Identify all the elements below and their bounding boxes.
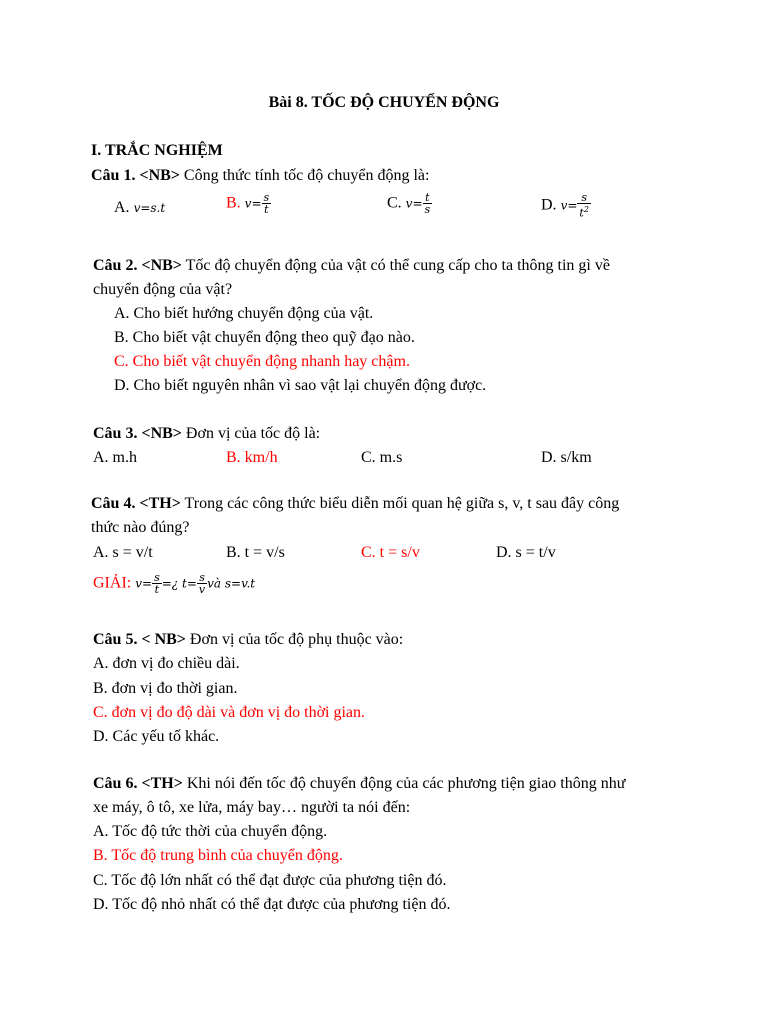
question-2-text-line2: chuyển động của vật? (93, 281, 233, 298)
question-6-option-d: D. Tốc độ nhỏ nhất có thể đạt được của phương tiện đó. (93, 896, 451, 913)
question-4-option-a: A. s = v/t (93, 544, 153, 561)
question-2 (93, 256, 610, 276)
question-6-text-line1: Khi nói đến tốc độ chuyển động của các phương tiện giao thông như (182, 775, 626, 792)
question-5-option-a: A. đơn vị đo chiều dài. (93, 655, 240, 672)
question-1-text: Công thức tính tốc độ chuyển động là: (179, 167, 430, 184)
question-5 (93, 630, 403, 650)
option-c-fraction (423, 192, 433, 215)
question-1-option-d (541, 192, 591, 219)
option-d-lhs: v= (560, 198, 578, 213)
solution-v: v= (135, 576, 153, 591)
option-b-lhs: v= (244, 196, 262, 211)
question-1-option-a (114, 198, 165, 218)
option-b-fraction (262, 192, 272, 215)
question-3-option-b: B. km/h (226, 449, 278, 466)
solution-denominator-2: v (198, 582, 206, 596)
option-d-numerator: s (577, 192, 591, 204)
question-5-text: Đơn vị của tốc độ phụ thuộc vào: (185, 631, 404, 648)
option-b-label: B. (226, 194, 241, 212)
solution-middle: =¿ t= (161, 576, 197, 591)
question-3-option-c: C. m.s (361, 449, 403, 466)
question-6-option-a: A. Tốc độ tức thời của chuyển động. (93, 823, 328, 840)
question-5-option-b: B. đơn vị đo thời gian. (93, 680, 238, 697)
option-d-label: D. (541, 196, 557, 214)
question-4-option-c: C. t = s/v (361, 544, 420, 561)
question-4-text-line1: Trong các công thức biểu diễn mối quan hệ giữa s, v, t sau đây công (180, 495, 620, 512)
question-4-option-b: B. t = v/s (226, 544, 285, 561)
option-b-denominator: t (264, 203, 269, 216)
solution-label: GIẢI: (93, 574, 132, 592)
question-6-option-c: C. Tốc độ lớn nhất có thể đạt được của phương tiện đó. (93, 872, 447, 889)
question-5-option-d: D. Các yếu tố khác. (93, 728, 220, 745)
option-c-lhs: v= (405, 196, 423, 211)
question-6-option-b: B. Tốc độ trung bình của chuyển động. (93, 847, 343, 864)
section-heading: I. TRẮC NGHIỆM (91, 142, 223, 159)
question-6-label: Câu 6. <TH> (93, 775, 183, 792)
option-d-exponent: 2 (583, 205, 589, 214)
option-a-label: A. (114, 199, 130, 216)
option-c-denominator: s (424, 203, 431, 216)
question-2-option-d: D. Cho biết nguyên nhân vì sao vật lại chuyển động được. (114, 377, 487, 394)
question-3-option-d: D. s/km (541, 449, 592, 466)
question-2-option-a: A. Cho biết hướng chuyển động của vật. (114, 305, 374, 322)
solution-denominator-1: t (154, 582, 160, 596)
question-4-solution (93, 568, 255, 598)
question-2-option-c: C. Cho biết vật chuyển động nhanh hay chậm. (114, 353, 410, 370)
solution-fraction-2 (197, 572, 207, 595)
question-1-option-c (387, 192, 432, 215)
option-c-label: C. (387, 194, 402, 212)
question-1 (91, 166, 429, 186)
question-3 (93, 424, 320, 444)
question-4-option-d: D. s = t/v (496, 544, 556, 561)
question-1-label: Câu 1. <NB> (91, 167, 180, 184)
question-3-text: Đơn vị của tốc độ là: (181, 425, 321, 442)
question-3-option-a: A. m.h (93, 449, 137, 466)
question-4-label: Câu 4. <TH> (91, 495, 181, 512)
question-4-text-line2: thức nào đúng? (91, 519, 190, 536)
question-3-label: Câu 3. <NB> (93, 425, 182, 442)
question-2-option-b: B. Cho biết vật chuyển động theo quỹ đạo nào. (114, 329, 415, 346)
question-2-label: Câu 2. <NB> (93, 257, 182, 274)
option-c-numerator: t (423, 192, 433, 204)
option-d-denominator-base: t (579, 206, 584, 220)
question-6-text-line2: xe máy, ô tô, xe lửa, máy bay… người ta nói đến: (93, 799, 411, 816)
option-b-numerator: s (263, 191, 270, 204)
solution-end: và s=v.t (207, 576, 256, 591)
solution-numerator-2: s (197, 572, 207, 584)
question-1-option-b (226, 192, 271, 215)
question-4 (91, 494, 619, 514)
solution-fraction-1 (152, 572, 162, 595)
solution-numerator-1: s (154, 570, 160, 584)
question-5-label: Câu 5. < NB> (93, 631, 186, 648)
page-title: Bài 8. TỐC ĐỘ CHUYỂN ĐỘNG (268, 94, 500, 111)
option-d-denominator (577, 204, 591, 219)
question-5-option-c: C. đơn vị đo độ dài và đơn vị đo thời gian. (93, 704, 366, 721)
question-6 (93, 774, 625, 794)
option-d-fraction (577, 192, 591, 219)
option-a-formula: v=s.t (133, 201, 166, 215)
question-2-text-line1: Tốc độ chuyển động của vật có thể cung cấp cho ta thông tin gì về (181, 257, 610, 274)
